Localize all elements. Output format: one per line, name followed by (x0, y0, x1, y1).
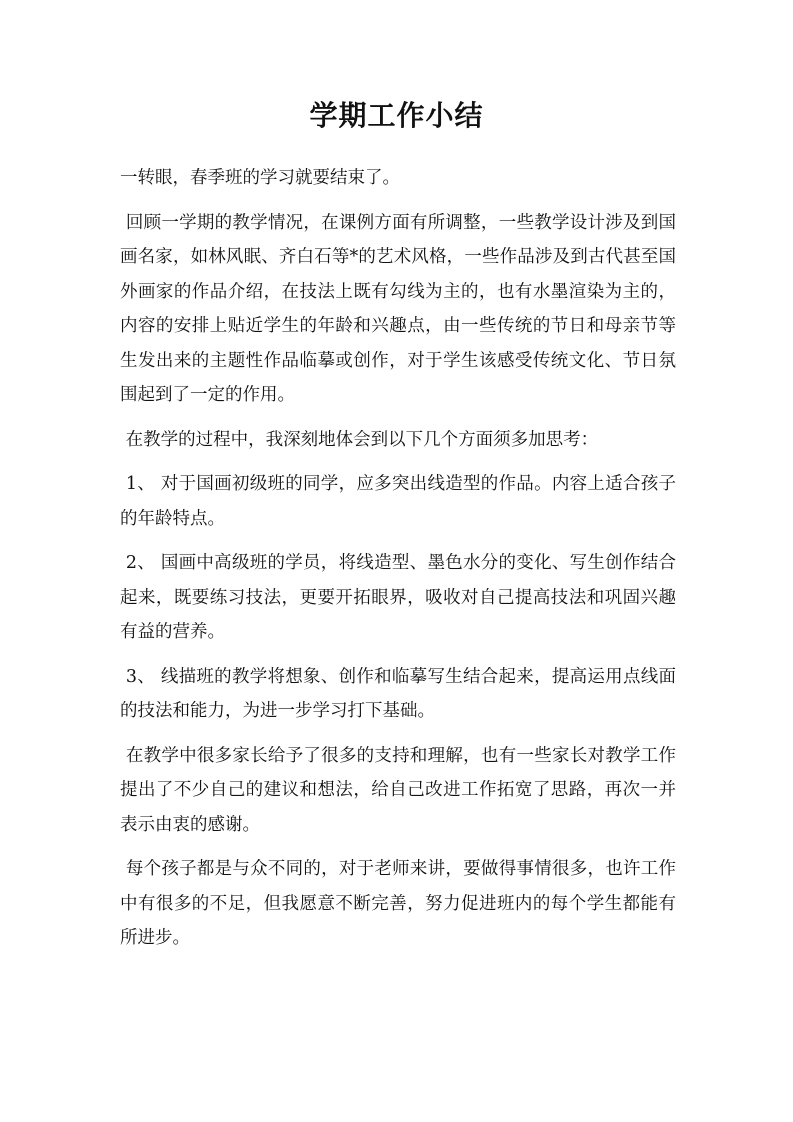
document-body (120, 161, 676, 966)
paragraph-point-1: 1、 对于国画初级班的同学，应多突出线造型的作品。内容上适合孩子的年龄特点。 (120, 474, 676, 529)
paragraph-intro: 一转眼，春季班的学习就要结束了。 (120, 168, 400, 188)
paragraph-point-2: 2、 国画中高级班的学员，将线造型、墨色水分的变化、写生创作结合起来，既要练习技法，更要开拓眼界，吸收对自己提高技法和巩固兴趣有益的营养。 (120, 553, 676, 642)
document-title: 学期工作小结 (309, 99, 484, 132)
paragraph-point-3: 3、 线描班的教学将想象、创作和临摹写生结合起来，提高运用点线面的技法和能力，为进一步学习打下基础。 (120, 666, 676, 721)
paragraph-review: 回顾一学期的教学情况，在课例方面有所调整，一些教学设计涉及到国画名家，如林风眠、齐白石等*的艺术风格，一些作品涉及到古代甚至国外画家的作品介绍，在技法上既有勾线为主的，也有水墨渲染为主的，内容的安排上贴近学生的年龄和兴趣点，由一些传统的节日和母亲节等生发出来的主题性作品临摹或创作，对于学生该感受传统文化、节日氛围起到了一定的作用。 (120, 212, 676, 405)
paragraph-closing: 每个孩子都是与众不同的，对于老师来讲，要做得事情很多，也许工作中有很多的不足，但我愿意不断完善，努力促进班内的每个学生都能有所进步。 (120, 859, 676, 948)
paragraph-thanks: 在教学中很多家长给予了很多的支持和理解，也有一些家长对教学工作提出了不少自己的建议和想法，给自己改进工作拓宽了思路，再次一并表示由衷的感谢。 (120, 745, 676, 835)
paragraph-reflection-lead: 在教学的过程中，我深刻地体会到以下几个方面须多加思考： (120, 429, 599, 450)
